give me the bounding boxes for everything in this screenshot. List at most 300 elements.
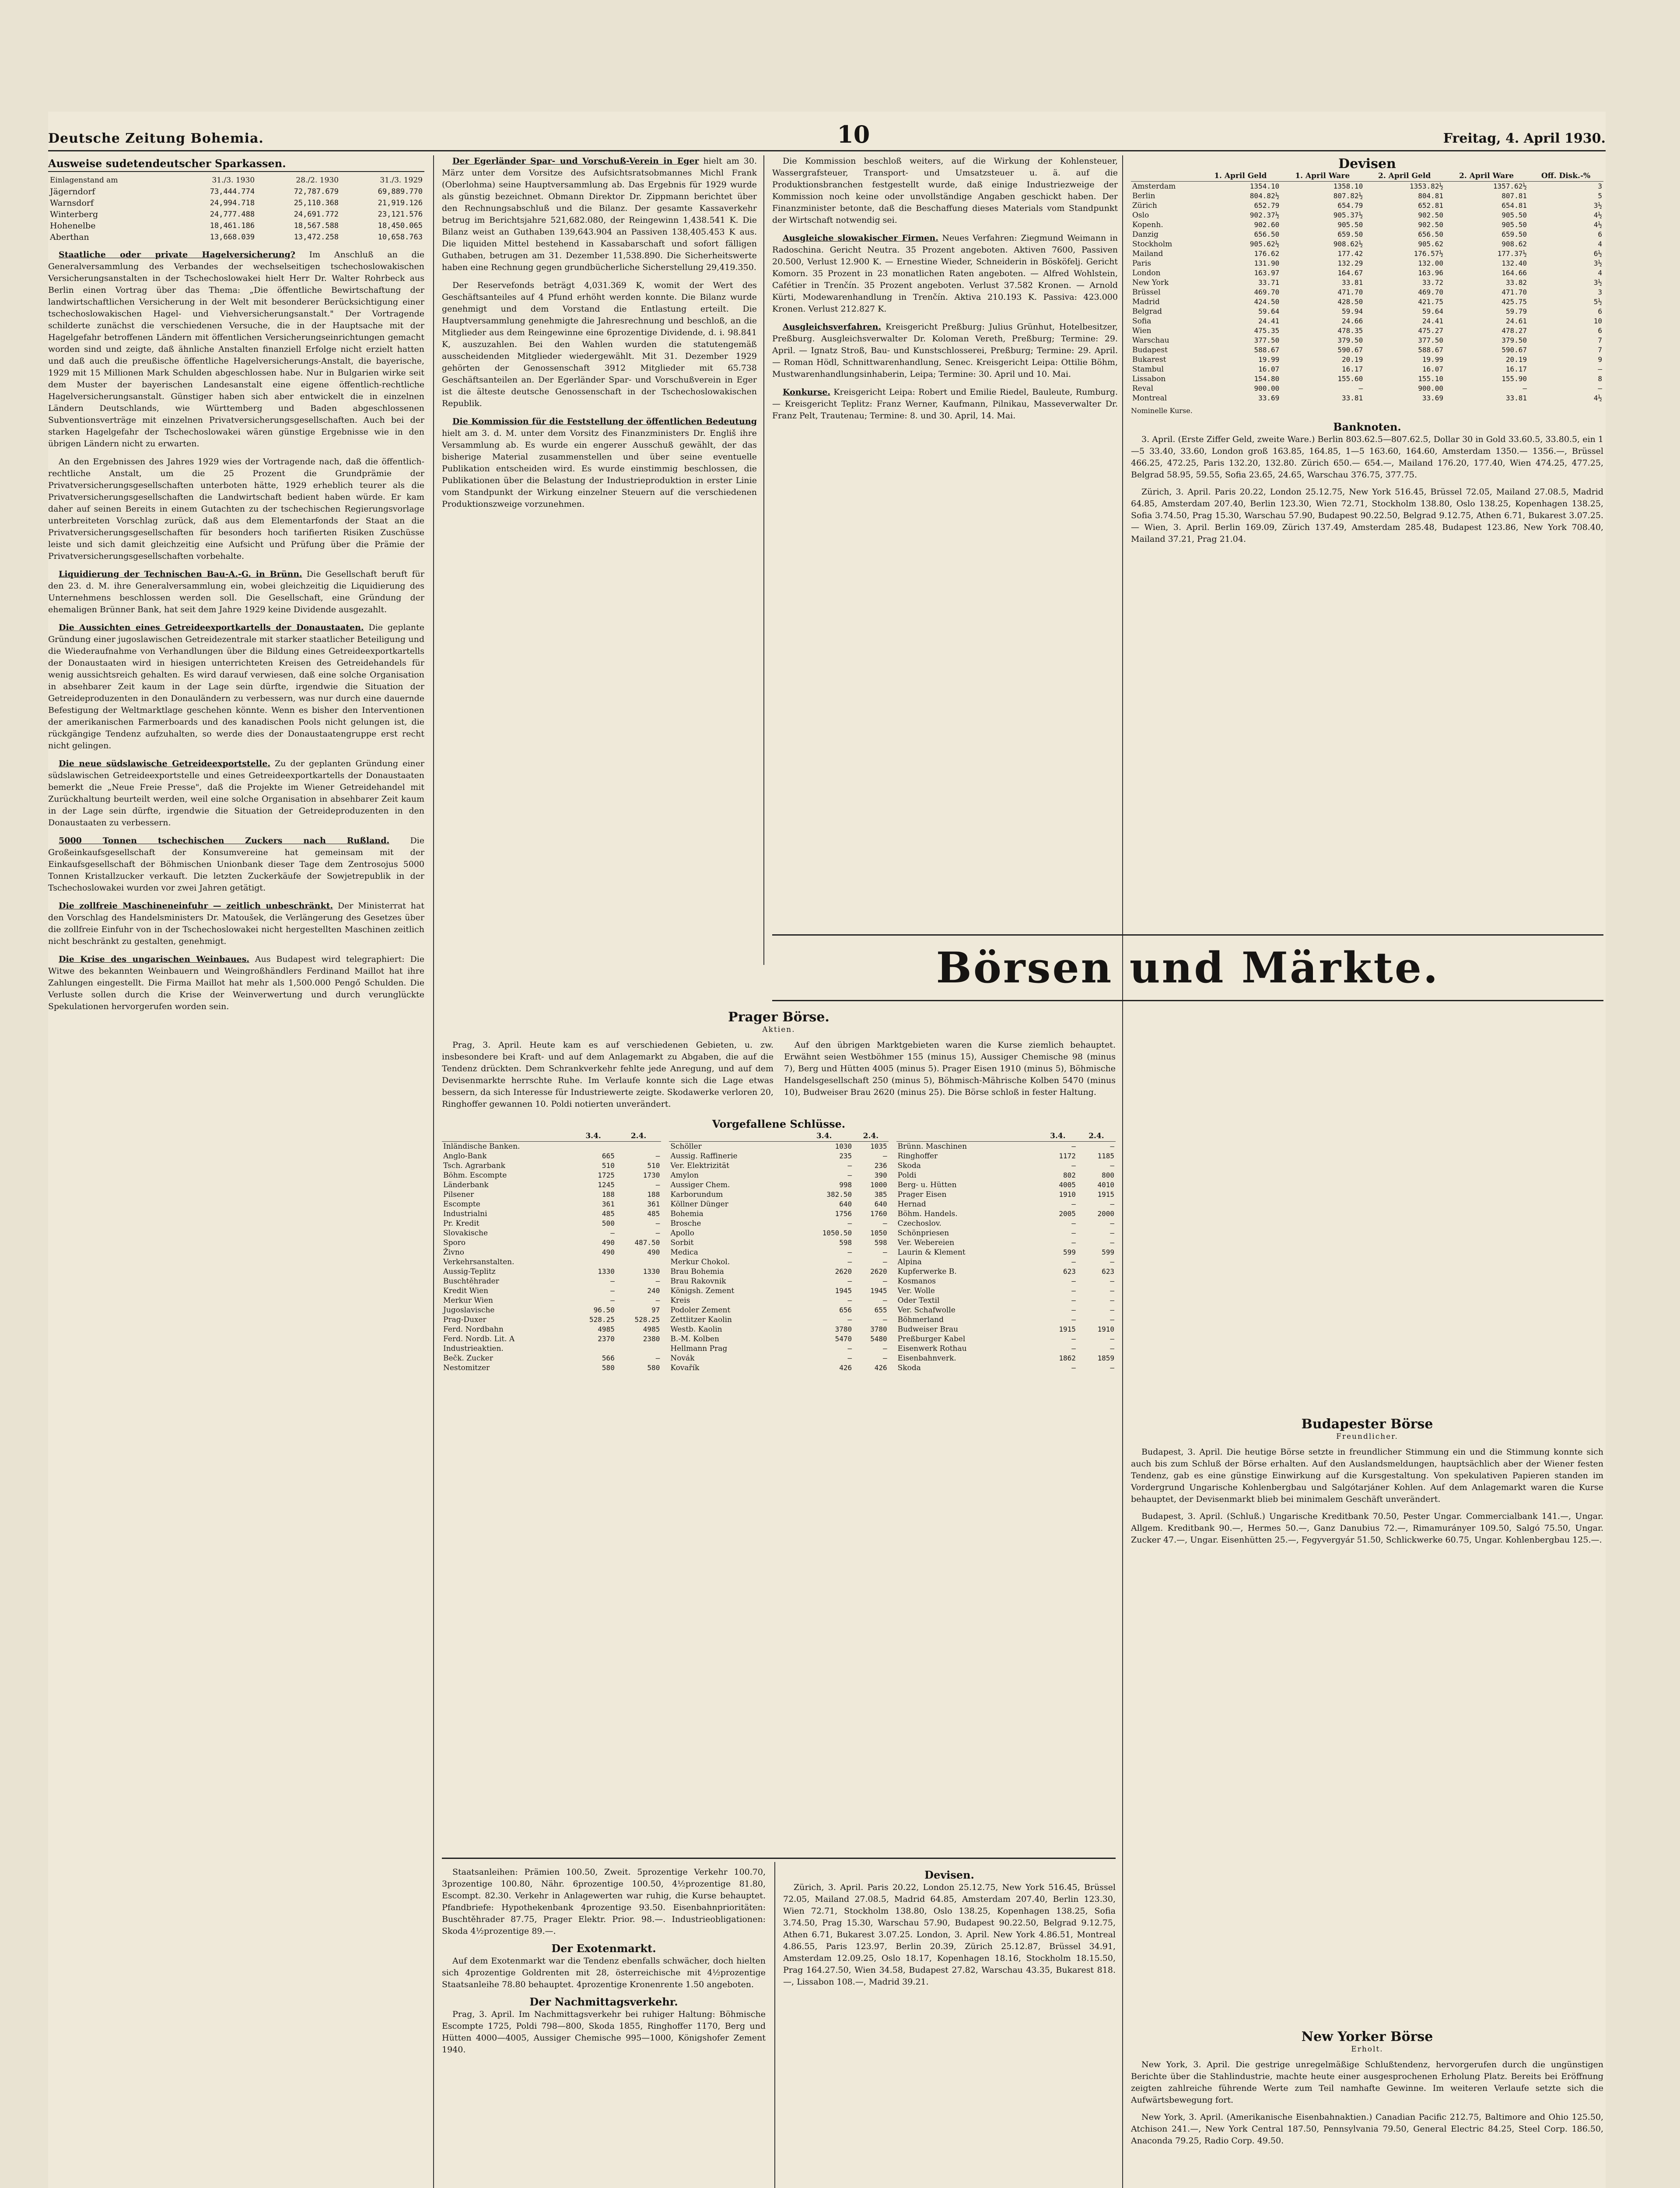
column-divider — [774, 1862, 775, 2188]
table-cell: 490 — [602, 1238, 615, 1247]
table-cell: 25,110.368 — [294, 199, 339, 207]
table-cell: 2620 — [870, 1267, 887, 1276]
table-cell: 19.99 — [1422, 355, 1444, 364]
table-cell: 13,668.039 — [210, 233, 255, 242]
table-cell: Inländische Banken. — [443, 1142, 520, 1151]
table-row — [669, 1238, 888, 1248]
table-cell — [570, 1344, 616, 1353]
table-cell: 132.40 — [1502, 259, 1527, 267]
table-cell: 18,450.065 — [378, 221, 423, 230]
table-cell: Reval — [1132, 384, 1154, 393]
table-row — [1131, 345, 1603, 355]
article-heading: Ausgleiche slowakischer Firmen. — [783, 233, 938, 243]
table-cell: — — [1522, 384, 1527, 393]
table-cell: Sorbit — [670, 1238, 694, 1247]
table-cell: — — [610, 1277, 615, 1285]
table-cell: — — [655, 1277, 660, 1285]
table-cell: 4 — [1598, 269, 1602, 277]
table-cell: — — [1110, 1142, 1114, 1150]
table-row — [896, 1199, 1116, 1209]
table-cell: 155.60 — [1337, 375, 1363, 383]
table-cell: 1035 — [870, 1142, 887, 1150]
table-cell: 24,777.488 — [210, 210, 255, 219]
table-cell: 24.61 — [1505, 317, 1527, 325]
table-row — [442, 1286, 661, 1296]
table-row — [1131, 239, 1603, 249]
table-cell: Karborundum — [670, 1190, 723, 1199]
table-cell: — — [1110, 1277, 1114, 1285]
table-cell: — — [847, 1219, 852, 1227]
table-row — [896, 1334, 1116, 1344]
table-cell: 1353.82½ — [1410, 182, 1444, 190]
table-row — [442, 1344, 661, 1353]
table-cell: 33.82 — [1505, 278, 1527, 287]
table-cell: 471.70 — [1502, 288, 1527, 296]
table-cell: 132.00 — [1418, 259, 1444, 267]
table-cell: 908.62½ — [1333, 240, 1363, 248]
table-row — [1131, 268, 1603, 278]
table-cell: Winterberg — [50, 210, 98, 219]
table-cell: 900.00 — [1254, 384, 1280, 393]
table-row — [896, 1190, 1116, 1199]
table-cell: 379.50 — [1502, 336, 1527, 344]
table-cell: Apollo — [670, 1229, 694, 1238]
table-cell: 652.79 — [1254, 201, 1280, 210]
table-row — [896, 1353, 1116, 1363]
article-text: Auf den übrigen Marktgebieten waren die Kurse ziemlich behauptet. Erwähnt seien Westböhmer 155 (minus 15), Aussiger Chemische 98 (minus 7), Berg und Hütten 4005 (minus 5). Prager Eisen 1910 (minus 5), Böhmische Handelsgesellschaft 250 (minus 5), Böhmisch-Mährische Kolben 5470 (minus 10), Budweiser Brau 2620 (minus 25). Die Börse schloß in fester Haltung. — [784, 1040, 1116, 1097]
table-cell: Merkur Wien — [443, 1296, 493, 1305]
table-cell: Königsh. Zement — [670, 1287, 735, 1295]
table-cell: — — [847, 1296, 852, 1304]
table-cell: Sofia — [1132, 317, 1152, 326]
table-cell: — — [1071, 1364, 1076, 1372]
table-cell: — — [883, 1296, 887, 1304]
table-cell: 623 — [1102, 1267, 1114, 1276]
table-row — [48, 231, 424, 243]
table-cell: Hellmann Prag — [670, 1344, 728, 1353]
table-cell: 1915 — [1097, 1190, 1114, 1199]
table-cell: 21,919.126 — [378, 199, 423, 207]
table-row — [442, 1209, 661, 1219]
article-text: Kreisgericht Leipa: Robert und Emilie Riedel, Bauleute, Rumburg. — Kreisgericht Teplitz: Franz Werner, Kaufmann, Pilnikau, Masseverwalter Dr. Franz Pelt, Trautenau; Termine: 8. und 30. April, 14. Mai. — [772, 387, 1118, 421]
table-row — [442, 1363, 661, 1373]
table-cell: — — [847, 1344, 852, 1353]
table-cell: 3780 — [870, 1325, 887, 1333]
table-row — [896, 1296, 1116, 1305]
table-cell: Berg- u. Hütten — [897, 1181, 957, 1189]
table-cell: 361 — [602, 1200, 615, 1208]
table-cell: 590.67 — [1337, 346, 1363, 354]
column-4 — [1131, 155, 1603, 545]
table-cell: Kreis — [670, 1296, 690, 1305]
masthead — [48, 120, 1606, 147]
table-cell: 654.79 — [1337, 201, 1363, 210]
newyork-boerse — [1131, 2028, 1603, 2152]
table-cell — [616, 1142, 662, 1152]
table-cell: 16.07 — [1422, 365, 1444, 373]
table-cell: Kredit Wien — [443, 1287, 489, 1295]
table-cell: Alpina — [897, 1258, 922, 1266]
table-row — [442, 1305, 661, 1315]
article-text: Die Großeinkaufsgesellschaft der Konsumvereine hat gemeinsam mit der Einkaufsgesellschaft der Böhmischen Unionbank dieser Tage dem Zentrosojus 5000 Tonnen Kristallzucker verkauft. Die letzten Zuckerkäufe der Sowjetrepublik in der Tschechoslowakei wurden vor zwei Jahren getätigt. — [48, 836, 424, 893]
table-cell: 10,658.763 — [378, 233, 423, 242]
table-cell: 2620 — [835, 1267, 852, 1276]
table-cell: 1354.10 — [1250, 182, 1280, 190]
table-cell: 177.42 — [1337, 249, 1363, 258]
column-1 — [48, 155, 424, 1019]
table-cell: 5470 — [835, 1335, 852, 1343]
table-cell: — — [1110, 1229, 1114, 1237]
table-cell: 1756 — [835, 1210, 852, 1218]
table-cell: B.-M. Kolben — [670, 1335, 719, 1343]
table-cell: 163.97 — [1254, 269, 1280, 277]
table-cell: — — [1071, 1344, 1076, 1353]
sparkassen-table — [48, 175, 424, 243]
table-cell: Pr. Kredit — [443, 1219, 480, 1228]
column-divider — [763, 155, 764, 965]
article-text: Aus Budapest wird telegraphiert: Die Witwe des bekannten Weinbauern und Weingroßhändlers Ferdinand Maillot hat ihre Zahlungen eingestellt. Die Firma Maillot hat mehr als 1,500.000 Pengő Schulden. Die Verluste sollen durch die Krise der Weinverwertung und durch verunglückte Spekulationen hervorgerufen worden sein. — [48, 954, 425, 1011]
table-cell: — — [883, 1152, 887, 1160]
table-cell: 9 — [1598, 355, 1602, 364]
article-text: An den Ergebnissen des Jahres 1929 wies der Vortragende nach, daß die öffentlich-rechtliche Anstalt, um die 25 Prozent die Grundprämie der Privatversicherungsgesellschaften unterboten hätte, 1929 erheblich teurer als die Privatversicherungsgesellschaften die Landwirtschaft bedient haben würde. Er kam daher auf seinen Bereits in einem Gutachten zu der tschechischen Regierungsvorlage unterbreiteten Vorschlag zurück, daß aus dem Elementarfonds der Staat an die Privatversicherungsgesellschaften für besonders hoch tarifierten Risiken Zuschüsse leiste und sich damit gleichzeitig eine Aufsicht und Prüfung über die Prämie der Privatversicherungsgesellschaften vorbehalte. — [48, 457, 424, 561]
table-row — [896, 1315, 1116, 1325]
table-cell: 33.81 — [1342, 394, 1363, 402]
table-cell: Escompte — [443, 1200, 480, 1209]
table-cell: Schönpriesen — [897, 1229, 949, 1238]
table-cell: — — [655, 1152, 660, 1160]
table-cell: Eisenbahnverk. — [897, 1354, 956, 1363]
table-cell: 426 — [839, 1364, 852, 1372]
table-cell: 236 — [874, 1161, 887, 1170]
table-cell: 1330 — [643, 1267, 660, 1276]
table-cell: — — [1071, 1161, 1076, 1170]
table-cell: Aussig-Teplitz — [443, 1267, 496, 1276]
table-cell: — — [655, 1181, 660, 1189]
table-row — [1131, 182, 1603, 192]
table-cell: Länderbank — [443, 1181, 489, 1189]
banner-rule — [772, 934, 1603, 936]
table-cell: 177.37½ — [1497, 249, 1527, 258]
masthead-rule — [48, 150, 1606, 151]
table-cell: — — [847, 1248, 852, 1256]
table-cell: 8 — [1598, 375, 1602, 383]
article-text: Die geplante Gründung einer jugoslawischen Getreidezentrale mit starker staatlicher Beteiligung und die Wiederaufnahme von Verhandlungen über die Bildung eines Getreideexportkartells der Donaustaaten wird in hiesigen unterrichteten Kreisen des Getreidehandels für wenig aussichtsreich gehalten. Es wird darauf verwiesen, daß eine solche Organisation in absehbarer Zeit kaum in der Lage sein dürfte, irgendwie die Situation der Getreideproduzenten in den Donauländern zu verbessern, was nur durch eine dauernde Befestigung der Weltmarktlage geschehen könnte. Wenn es bisher den Interventionen der amerikanischen Farmerboards und des kanadischen Pools nicht gelungen ist, die rückgängige Tendenz aufzuhalten, so werde dies der Donaustaatengruppe erst recht nicht gelingen. — [48, 623, 425, 750]
table-cell: 33.72 — [1422, 278, 1444, 287]
table-cell: 1050 — [870, 1229, 887, 1237]
schluesse-body-a — [442, 1142, 661, 1373]
newspaper-page — [48, 112, 1606, 2188]
table-row — [442, 1296, 661, 1305]
table-row — [896, 1161, 1116, 1171]
article-heading: Der Egerländer Spar- und Vorschuß-Verein in Eger — [452, 156, 699, 166]
sparkassen-head-3: 31./3. 1929 — [380, 176, 423, 185]
table-cell: 598 — [874, 1238, 887, 1247]
budapest-title: Budapester Börse — [1301, 1417, 1433, 1432]
table-cell: 24.41 — [1258, 317, 1280, 325]
table-row — [669, 1296, 888, 1305]
table-cell: — — [1598, 384, 1602, 393]
table-cell: Warschau — [1132, 336, 1169, 345]
table-cell: Mailand — [1132, 249, 1163, 258]
table-cell: 59.64 — [1422, 307, 1444, 316]
table-cell: — — [1110, 1258, 1114, 1266]
table-row — [896, 1286, 1116, 1296]
table-cell: 510 — [602, 1161, 615, 1170]
table-cell: Paris — [1132, 259, 1152, 268]
article-heading: 5000 Tonnen tschechischen Zuckers nach Rußland. — [59, 836, 390, 845]
table-row — [669, 1305, 888, 1315]
table-cell: Czechoslov. — [897, 1219, 942, 1228]
article-heading: Die Krise des ungarischen Weinbaues. — [59, 954, 250, 964]
table-cell: Böhm. Handels. — [897, 1210, 958, 1218]
table-row — [442, 1353, 661, 1363]
table-cell: Brüssel — [1132, 288, 1161, 297]
table-cell: 385 — [874, 1190, 887, 1199]
table-cell: Budapest — [1132, 346, 1168, 354]
table-cell: Jägerndorf — [50, 187, 95, 196]
table-head: 2.4. — [853, 1131, 889, 1142]
article-heading: Liquidierung der Technischen Bau-A.-G. in Brünn. — [59, 569, 302, 579]
table-cell: Industrialni — [443, 1210, 487, 1218]
table-cell: 73,444.774 — [210, 187, 255, 196]
table-cell: 3780 — [835, 1325, 852, 1333]
table-cell: Bohemia — [670, 1210, 704, 1218]
table-cell: 24,691.772 — [294, 210, 339, 219]
page-number: 10 — [837, 120, 870, 148]
table-row — [669, 1315, 888, 1325]
table-cell: 1725 — [598, 1171, 615, 1179]
article-heading: Die Kommission für die Feststellung der öffentlichen Bedeutung — [452, 417, 757, 426]
article-text: Budapest, 3. April. (Schluß.) Ungarische Kreditbank 70.50, Pester Ungar. Commercialbank 141.—, Ungar. Allgem. Kreditbank 90.—, Hermes 50.—, Ganz Danubius 72.—, Rimamurányer 109.50, Salgó 75.50, Ungar. Zucker 47.—, Ungar. Eisenhütten 25.—, Fegyvergyár 51.50, Schlickwerke 60.75, Ungar. Kohlenbergbau 125.—. — [1131, 1511, 1603, 1545]
table-row — [1131, 201, 1603, 210]
table-cell: Danzig — [1132, 230, 1158, 239]
table-cell: 10 — [1593, 317, 1602, 325]
table-row — [442, 1142, 661, 1152]
table-row — [669, 1209, 888, 1219]
table-cell: — — [1071, 1200, 1076, 1208]
table-cell: 379.50 — [1337, 336, 1363, 344]
sparkassen-head-2: 28./2. 1930 — [296, 176, 339, 185]
table-cell — [616, 1344, 662, 1353]
table-row — [669, 1161, 888, 1171]
table-cell: 485 — [647, 1210, 660, 1218]
table-row — [1131, 307, 1603, 316]
table-cell: 478.27 — [1502, 326, 1527, 335]
table-cell: 72,787.679 — [294, 187, 339, 196]
table-cell: 485 — [602, 1210, 615, 1218]
table-cell: Pilsener — [443, 1190, 474, 1199]
table-cell: 1862 — [1059, 1354, 1076, 1362]
issue-date: Freitag, 4. April 1930. — [1443, 131, 1606, 146]
table-row — [669, 1363, 888, 1373]
table-row — [1131, 191, 1603, 201]
table-row — [1131, 316, 1603, 326]
devisen-title: Devisen — [1338, 156, 1396, 172]
table-cell: — — [883, 1258, 887, 1266]
table-cell: 807.81 — [1502, 192, 1527, 200]
table-cell: Brünn. Maschinen — [897, 1142, 967, 1151]
table-cell: 33.69 — [1258, 394, 1280, 402]
table-cell: — — [1358, 384, 1363, 393]
table-row — [669, 1353, 888, 1363]
table-cell: New York — [1132, 278, 1169, 287]
table-cell: 7 — [1598, 336, 1602, 344]
table-cell: — — [1071, 1277, 1076, 1285]
table-cell: 905.37½ — [1333, 211, 1363, 219]
table-row — [896, 1142, 1116, 1152]
schluesse-table-a — [442, 1131, 661, 1373]
table-row — [896, 1180, 1116, 1190]
article-heading: Die zollfreie Maschineneinfuhr — zeitlich unbeschränkt. — [59, 901, 333, 911]
article-text: Staatsanleihen: Prämien 100.50, Zweit. 5prozentige Verkehr 100.70, 3prozentige 100.80, Nähr. 6prozentige 100.50, 4½prozentige 81.80, Escompt. 82.30. Verkehr in Anlagewerten war ruhig, die Kurse behauptet. Pfandbriefe: Hypothekenbank 4prozentige 93.50. Eisenbahnprioritäten: Buschtěhrader 87.75, Prager Elektr. Prior. 98.—. Industrieobligationen: Skoda 4½prozentige 89.—. — [442, 1867, 766, 1936]
table-cell: 4½ — [1593, 394, 1602, 402]
prag-title: Prager Börse. — [728, 1010, 830, 1025]
table-cell: 377.50 — [1418, 336, 1444, 344]
article-text: Budapest, 3. April. Die heutige Börse setzte in freundlicher Stimmung ein und die Stimmung konnte sich auch bis zum Schluß der Börse erhalten. Auf den Auslandsmeldungen, hauptsächlich aber der Wiener festen Tendenz, gab es eine günstige Einwirkung auf die Kursgestaltung. Von spekulativen Papieren standen im Vordergrund Ungarische Kohlenbergbau und Salgótarjáner Kohlen. Auf dem Anlagemarkt waren die Kurse behauptet, der Devisenmarkt blieb bei minimalem Geschäft unverändert. — [1131, 1447, 1603, 1504]
table-cell: 390 — [874, 1171, 887, 1179]
table-cell: — — [1110, 1344, 1114, 1353]
table-cell: — — [655, 1354, 660, 1362]
table-cell: Živno — [443, 1248, 465, 1257]
table-cell: 16.07 — [1258, 365, 1280, 373]
prager-boerse — [442, 1009, 1116, 1373]
table-cell: Warnsdorf — [50, 198, 94, 208]
table-cell: — — [847, 1315, 852, 1324]
table-cell: 4985 — [643, 1325, 660, 1333]
article-heading: Die neue südslawische Getreideexportstelle. — [59, 759, 270, 768]
table-cell: Berlin — [1132, 192, 1155, 200]
table-cell: — — [1110, 1335, 1114, 1343]
article-text: Die Gesellschaft beruft für den 23. d. M. ihre Generalversammlung ein, wobei gleichzeitig die Liquidierung des Unternehmens beschlossen werden soll. Die Gesellschaft, eine Gründung der ehemaligen Brünner Bank, hat seit dem Jahre 1929 keine Dividende ausgezahlt. — [48, 569, 424, 614]
table-row — [1131, 259, 1603, 268]
table-cell: — — [883, 1219, 887, 1227]
table-cell: Skoda — [897, 1364, 921, 1372]
table-cell: 902.37½ — [1250, 211, 1280, 219]
table-head: 3.4. — [795, 1131, 853, 1142]
table-cell: Podoler Zement — [670, 1306, 731, 1315]
table-cell: 599 — [1063, 1248, 1076, 1256]
table-cell: 235 — [839, 1152, 852, 1160]
table-row — [1131, 230, 1603, 239]
table-cell: Jugoslavische — [443, 1306, 495, 1315]
article-text: Auf dem Exotenmarkt war die Tendenz ebenfalls schwächer, doch hielten sich 4prozentige Goldrenten mit 28, österreichische mit 4½prozentige Staatsanleihe 78.80 behauptet. 4prozentige Kronenrente 1.50 angeboten. — [442, 1956, 766, 1989]
table-cell: — — [610, 1229, 615, 1237]
table-cell: Hohenelbe — [50, 221, 96, 231]
table-row — [1131, 374, 1603, 384]
devisen-prag-column — [783, 1866, 1116, 1993]
table-row — [48, 209, 424, 220]
table-cell: 580 — [647, 1364, 660, 1372]
table-row — [442, 1171, 661, 1180]
devisen-head: 1. April Geld — [1200, 171, 1281, 182]
table-cell: 1000 — [870, 1181, 887, 1189]
table-cell: 188 — [602, 1190, 615, 1199]
table-cell: Preßburger Kabel — [897, 1335, 966, 1343]
article-text: Neues Verfahren: Ziegmund Weimann in Radoschina. Gericht Neutra. 35 Prozent angeboten. Aktiven 7600, Passiven 20.500, Verlust 12.900 K. — Ernestine Wieder, Schneiderin in Bösköfelj. Gericht Komorn. 35 Prozent in 23 monatlichen Raten angeboten. — Alfred Wohlstein, Cafétier in Trenčín. 35 Prozent angeboten. Verlust 37.582 Kronen. — Arnold Kürti, Modewarenhandlung in Trenčín. Aktiva 210.193 K. Passiva: 423.000 Kronen. Verlust 212.827 K. — [772, 233, 1118, 314]
table-cell: 1330 — [598, 1267, 615, 1276]
article-text: Kreisgericht Preßburg: Julius Grünhut, Hotelbesitzer, Preßburg. Ausgleichsverwalter Dr. Koloman Vereth, Preßburg; Termine: 29. April. — Ignatz Stroß, Bau- und Kunstschlosserei, Preßburg; Termine: 29. April. — Roman Hödl, Schnittwarenhandlung, Senec. Kreisgericht Leipa: Ottilie Böhm, Mustwarenhandlungsinhaberin, Leipa; Termine: 30. April und 10. Mai. — [772, 322, 1118, 379]
table-cell: 4010 — [1097, 1181, 1114, 1189]
table-cell: Amsterdam — [1132, 182, 1176, 191]
table-row — [1131, 355, 1603, 365]
table-cell: 428.50 — [1337, 298, 1363, 306]
table-row — [442, 1238, 661, 1248]
table-cell: 421.75 — [1418, 298, 1444, 306]
schluesse-tables — [442, 1131, 1116, 1373]
table-cell: 4005 — [1059, 1181, 1076, 1189]
table-row — [48, 197, 424, 209]
table-cell: Ver. Elektrizität — [670, 1161, 729, 1170]
table-cell: Eisenwerk Rothau — [897, 1344, 967, 1353]
table-cell: 6 — [1598, 326, 1602, 335]
devisen-note: Nominelle Kurse. — [1131, 407, 1193, 415]
newyork-sub: Erholt. — [1351, 2045, 1383, 2054]
table-cell: — — [847, 1161, 852, 1170]
table-cell: Aussig. Raffinerie — [670, 1152, 738, 1161]
table-cell: 902.60 — [1254, 221, 1280, 229]
article-heading: Staatliche oder private Hagelversicherung? — [59, 250, 295, 259]
table-cell: 6 — [1598, 230, 1602, 238]
table-cell: 59.79 — [1505, 307, 1527, 316]
table-row — [442, 1180, 661, 1190]
table-cell: 659.50 — [1502, 230, 1527, 238]
table-row — [1131, 326, 1603, 336]
table-row — [442, 1267, 661, 1276]
table-row — [442, 1248, 661, 1257]
table-cell: 5 — [1598, 192, 1602, 200]
table-cell: 1030 — [835, 1142, 852, 1150]
table-cell: — — [1071, 1335, 1076, 1343]
table-cell: — — [1071, 1306, 1076, 1314]
table-row — [1131, 297, 1603, 307]
table-cell: 33.81 — [1342, 278, 1363, 287]
article-text: Zu der geplanten Gründung einer südslawischen Getreideexportstelle und eines Getreideexportkartells der Donaustaaten bemerkt die „Neue Freie Presse", daß die Projekte im Wiener Getreidehandel mit Zurückhaltung beurteilt werden, weil eine solche Organisation in absehbarer Zeit kaum in der Lage sein dürfte, irgendwie die Situation der Getreideproduzenten in den Donaustaaten zu verbessern. — [48, 759, 424, 828]
banknoten-text: 3. April. (Erste Ziffer Geld, zweite Ware.) Berlin 803.62.5—807.62.5, Dollar 30 in Gold 33.60.5, 33.80.5, ein 1—5 33.40, 33.60, London groß 163.85, 164.85, 1—5 163.60, 164.60, Amsterdam 1350.— 1356.—, Brüssel 466.25, 472.25, Paris 132.20, 132.80. Zürich 650.— 654.—, Mailand 176.20, 177.40, Wien 474.25, 477.25, Belgrad 58.95, 59.55, Sofia 23.65, 24.65, Warschau 376.75, 377.75. — [1131, 435, 1603, 480]
table-cell: 490 — [602, 1248, 615, 1256]
table-cell: 478.35 — [1337, 326, 1363, 335]
table-row — [669, 1276, 888, 1286]
table-cell: Stockholm — [1132, 240, 1172, 249]
table-cell: — — [655, 1296, 660, 1304]
article-text: Zürich, 3. April. Paris 20.22, London 25.12.75, New York 516.45, Brüssel 72.05, Mailand 27.08.5, Madrid 64.85, Amsterdam 207.40, Berlin 123.30, Wien 72.71, Stockholm 138.80, Oslo 138.25, Kopenhagen 138.25, Sofia 3.74.50, Prag 15.30, Warschau 57.90, Budapest 90.22.50, Belgrad 9.12.75, Athen 6.71, Bukarest 3.07.25. London, 3. April. New York 4.86.51, Montreal 4.86.55, Paris 123.97, Berlin 20.39, Zürich 25.12.87, Brüssel 34.91, Amsterdam 12.09.25, Oslo 18.17, Kopenhagen 18.16, Stockholm 18.15.50, Prag 164.27.50, Wien 34.58, Budapest 27.82, Warschau 43.35, Bukarest 818.—, Lissabon 108.—, Madrid 39.21. — [783, 1883, 1116, 1987]
table-row — [669, 1151, 888, 1161]
table-row — [669, 1344, 888, 1353]
table-cell: Sporo — [443, 1238, 466, 1247]
table-cell: Anglo-Bank — [443, 1152, 487, 1161]
anleihen-column — [442, 1866, 766, 2061]
table-cell: 33.69 — [1422, 394, 1444, 402]
table-row — [669, 1199, 888, 1209]
table-cell: 13,472.258 — [294, 233, 339, 242]
table-cell: — — [883, 1248, 887, 1256]
table-row — [1131, 210, 1603, 220]
table-cell: 580 — [602, 1364, 615, 1372]
table-cell: 188 — [647, 1190, 660, 1199]
table-cell: Prag-Duxer — [443, 1315, 486, 1324]
table-cell: 3 — [1598, 288, 1602, 296]
table-cell — [570, 1142, 616, 1152]
table-cell: 1945 — [835, 1287, 852, 1295]
table-cell: — — [1110, 1200, 1114, 1208]
table-cell: 164.66 — [1502, 269, 1527, 277]
table-head — [896, 1131, 1039, 1142]
article-text: Prag, 3. April. Im Nachmittagsverkehr bei ruhiger Haltung: Böhmische Escompte 1725, Poldi 798—800, Skoda 1855, Ringhoffer 1170, Berg und Hütten 4000—4005, Aussiger Chemische 995—1000, Königshofer Zement 1940. — [442, 2009, 766, 2055]
table-cell: Aberthan — [50, 232, 89, 242]
table-cell: 59.94 — [1342, 307, 1363, 316]
table-cell: — — [847, 1171, 852, 1179]
table-cell: — — [1071, 1287, 1076, 1295]
table-cell: 1760 — [870, 1210, 887, 1218]
